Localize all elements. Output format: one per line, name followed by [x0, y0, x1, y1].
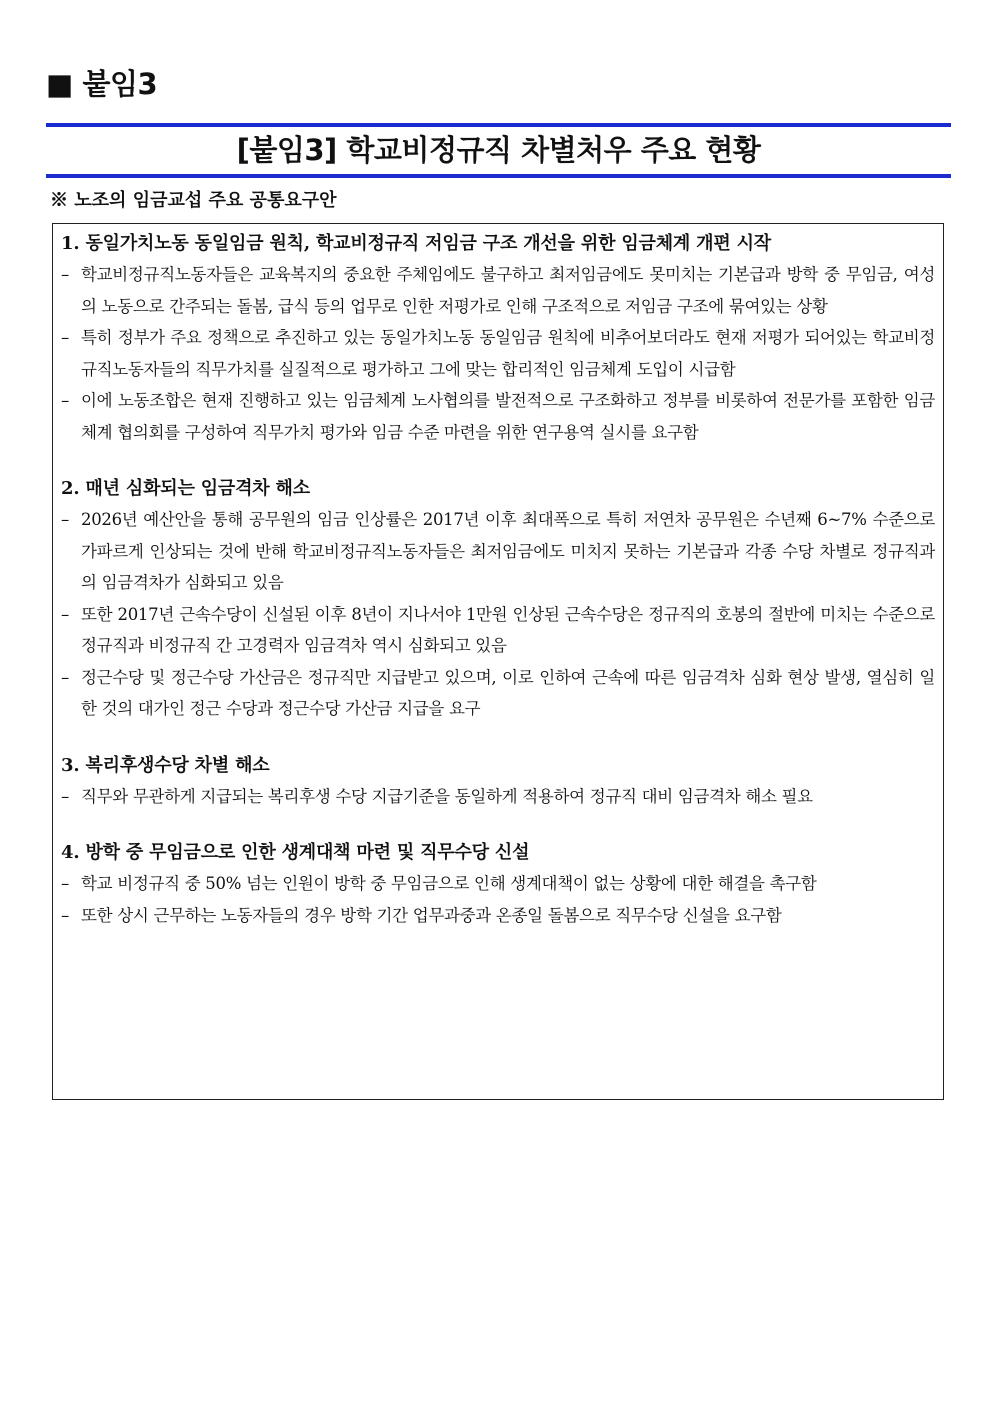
bullet-item: – 학교 비정규직 중 50% 넘는 인원이 방학 중 무임금으로 인해 생계대책이 없는 상황에 대한 해결을 촉구함	[61, 868, 935, 900]
section-2	[61, 474, 935, 725]
bullet-list	[61, 259, 935, 448]
section-3	[61, 751, 935, 813]
section-heading: 1. 동일가치노동 동일임금 원칙, 학교비정규직 저임금 구조 개선을 위한 임금체계 개편 시작	[61, 233, 771, 254]
bullet-item: – 특히 정부가 주요 정책으로 추진하고 있는 동일가치노동 동일임금 원칙에 비추어보더라도 현재 저평가 되어있는 학교비정규직노동자들의 직무가치를 실질적으로 평가하고 그에 맞는 합리적인 임금체계 도입이 시급함	[61, 322, 935, 385]
section-heading: 3. 복리후생수당 차별 해소	[61, 754, 270, 776]
section-4	[61, 838, 935, 931]
bullet-list	[61, 781, 935, 813]
bullet-item: – 2026년 예산안을 통해 공무원의 임금 인상률은 2017년 이후 최대폭으로 특히 저연차 공무원은 수년째 6~7% 수준으로 가파르게 인상되는 것에 반해 학교비정규직노동자들은 최저임금에도 미치지 못하는 기본급과 각종 수당 차별로 정규직과의 임금격차가 심화되고 있음	[61, 504, 935, 599]
bullet-item: – 정근수당 및 정근수당 가산금은 정규직만 지급받고 있으며, 이로 인하여 근속에 따른 임금격차 심화 현상 발생, 열심히 일한 것의 대가인 정근 수당과 정근수당 가산금 지급을 요구	[61, 662, 935, 725]
subtitle: ※ 노조의 임금교섭 주요 공통요구안	[50, 190, 337, 211]
section-1	[61, 229, 935, 448]
title-rule-bottom	[46, 174, 951, 178]
section-heading: 2. 매년 심화되는 임금격차 해소	[61, 478, 310, 499]
bullet-list	[61, 504, 935, 725]
section-heading: 4. 방학 중 무임금으로 인한 생계대책 마련 및 직무수당 신설	[61, 842, 530, 863]
bullet-item: – 직무와 무관하게 지급되는 복리후생 수당 지급기준을 동일하게 적용하여 정규직 대비 임금격차 해소 필요	[61, 781, 935, 813]
document-title: [붙임3] 학교비정규직 차별처우 주요 현황	[236, 133, 761, 167]
attachment-label: ■ 붙임3	[46, 67, 158, 101]
bullet-item: – 또한 상시 근무하는 노동자들의 경우 방학 기간 업무과중과 온종일 돌봄으로 직무수당 신설을 요구함	[61, 900, 935, 932]
bullet-item: – 이에 노동조합은 현재 진행하고 있는 임금체계 노사협의를 발전적으로 구조화하고 정부를 비롯하여 전문가를 포함한 임금체계 협의회를 구성하여 직무가치 평가와 임금 수준 마련을 위한 연구용역 실시를 요구함	[61, 385, 935, 448]
bullet-item: – 학교비정규직노동자들은 교육복지의 중요한 주체임에도 불구하고 최저임금에도 못미치는 기본급과 방학 중 무임금, 여성의 노동으로 간주되는 돌봄, 급식 등의 업무로 인한 저평가로 인해 구조적으로 저임금 구조에 묶여있는 상황	[61, 259, 935, 322]
bullet-item: – 또한 2017년 근속수당이 신설된 이후 8년이 지나서야 1만원 인상된 근속수당은 정규직의 호봉의 절반에 미치는 수준으로 정규직과 비정규직 간 고경력자 임금격차 역시 심화되고 있음	[61, 599, 935, 662]
demands-box	[52, 223, 944, 1100]
bullet-list	[61, 868, 935, 931]
